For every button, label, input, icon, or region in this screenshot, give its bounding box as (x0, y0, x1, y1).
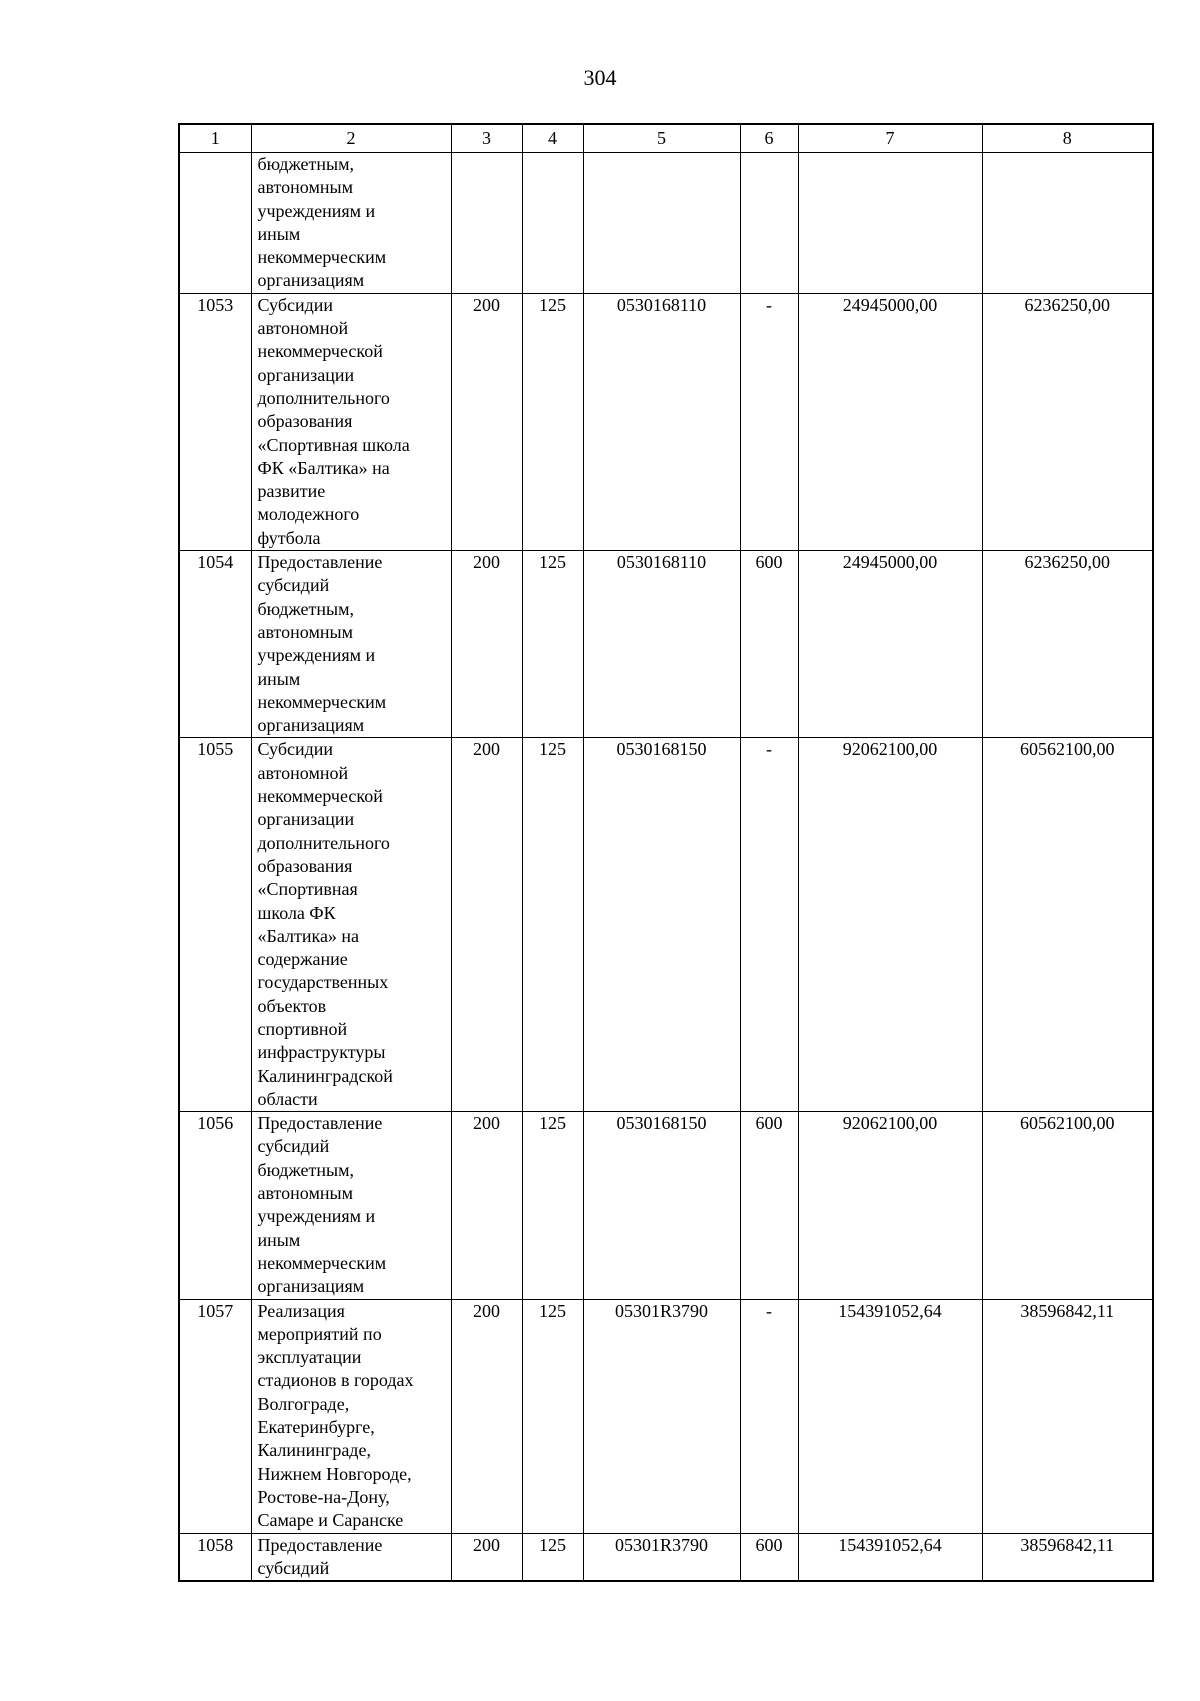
row-number: 1053 (179, 293, 251, 550)
row-name: Субсидии автономной некоммерческой организации дополнительного образования «Спортивная школа ФК «Балтика» на развитие молодежного футбола (251, 293, 451, 550)
cell-col4 (522, 153, 583, 294)
table-row (179, 551, 1153, 738)
cell-col4: 125 (522, 1299, 583, 1533)
cell-col5: 05301R3790 (583, 1299, 740, 1533)
cell-col3 (451, 153, 522, 294)
row-number (179, 153, 251, 294)
cell-col4: 125 (522, 1533, 583, 1581)
column-header-6: 6 (740, 124, 798, 153)
cell-col7: 154391052,64 (798, 1533, 982, 1581)
cell-col4: 125 (522, 551, 583, 738)
cell-col5: 0530168110 (583, 293, 740, 550)
cell-col8: 6236250,00 (982, 293, 1153, 550)
cell-col8: 38596842,11 (982, 1299, 1153, 1533)
cell-col6: - (740, 738, 798, 1112)
cell-col8: 60562100,00 (982, 738, 1153, 1112)
cell-col6: 600 (740, 551, 798, 738)
cell-col3: 200 (451, 1533, 522, 1581)
cell-col8 (982, 153, 1153, 294)
row-name: Предоставление субсидий бюджетным, автономным учреждениям и иным некоммерческим организациям (251, 551, 451, 738)
table-row (179, 1112, 1153, 1299)
budget-table (178, 123, 1154, 1582)
cell-col6: 600 (740, 1112, 798, 1299)
cell-col7: 154391052,64 (798, 1299, 982, 1533)
cell-col8: 38596842,11 (982, 1533, 1153, 1581)
row-number: 1054 (179, 551, 251, 738)
row-name: Субсидии автономной некоммерческой организации дополнительного образования «Спортивная школа ФК «Балтика» на содержание государственных объектов спортивной инфраструктуры Калининградской области (251, 738, 451, 1112)
cell-col4: 125 (522, 738, 583, 1112)
cell-col3: 200 (451, 1299, 522, 1533)
table-row (179, 1299, 1153, 1533)
row-name: Реализация мероприятий по эксплуатации стадионов в городах Волгограде, Екатеринбурге, Калининграде, Нижнем Новгороде, Ростове-на-Дону, Самаре и Саранске (251, 1299, 451, 1533)
cell-col6: 600 (740, 1533, 798, 1581)
cell-col5 (583, 153, 740, 294)
table-row (179, 1533, 1153, 1581)
table-row (179, 738, 1153, 1112)
row-number: 1057 (179, 1299, 251, 1533)
table-row (179, 153, 1153, 294)
cell-col8: 60562100,00 (982, 1112, 1153, 1299)
cell-col6: - (740, 1299, 798, 1533)
column-header-7: 7 (798, 124, 982, 153)
cell-col3: 200 (451, 293, 522, 550)
cell-col8: 6236250,00 (982, 551, 1153, 738)
page-number: 304 (583, 65, 617, 90)
cell-col7: 24945000,00 (798, 551, 982, 738)
cell-col7: 92062100,00 (798, 1112, 982, 1299)
row-name: бюджетным, автономным учреждениям и иным некоммерческим организациям (251, 153, 451, 294)
row-number: 1058 (179, 1533, 251, 1581)
column-header-3: 3 (451, 124, 522, 153)
row-number: 1056 (179, 1112, 251, 1299)
cell-col6 (740, 153, 798, 294)
cell-col5: 05301R3790 (583, 1533, 740, 1581)
row-name: Предоставление субсидий (251, 1533, 451, 1581)
row-name: Предоставление субсидий бюджетным, автономным учреждениям и иным некоммерческим организациям (251, 1112, 451, 1299)
cell-col7: 24945000,00 (798, 293, 982, 550)
cell-col6: - (740, 293, 798, 550)
cell-col4: 125 (522, 1112, 583, 1299)
cell-col7: 92062100,00 (798, 738, 982, 1112)
column-header-5: 5 (583, 124, 740, 153)
table-row (179, 293, 1153, 550)
column-header-8: 8 (982, 124, 1153, 153)
cell-col7 (798, 153, 982, 294)
column-header-4: 4 (522, 124, 583, 153)
cell-col5: 0530168150 (583, 738, 740, 1112)
row-number: 1055 (179, 738, 251, 1112)
cell-col3: 200 (451, 1112, 522, 1299)
cell-col5: 0530168110 (583, 551, 740, 738)
column-header-2: 2 (251, 124, 451, 153)
cell-col4: 125 (522, 293, 583, 550)
cell-col5: 0530168150 (583, 1112, 740, 1299)
header-row (179, 124, 1153, 153)
cell-col3: 200 (451, 738, 522, 1112)
column-header-1: 1 (179, 124, 251, 153)
cell-col3: 200 (451, 551, 522, 738)
